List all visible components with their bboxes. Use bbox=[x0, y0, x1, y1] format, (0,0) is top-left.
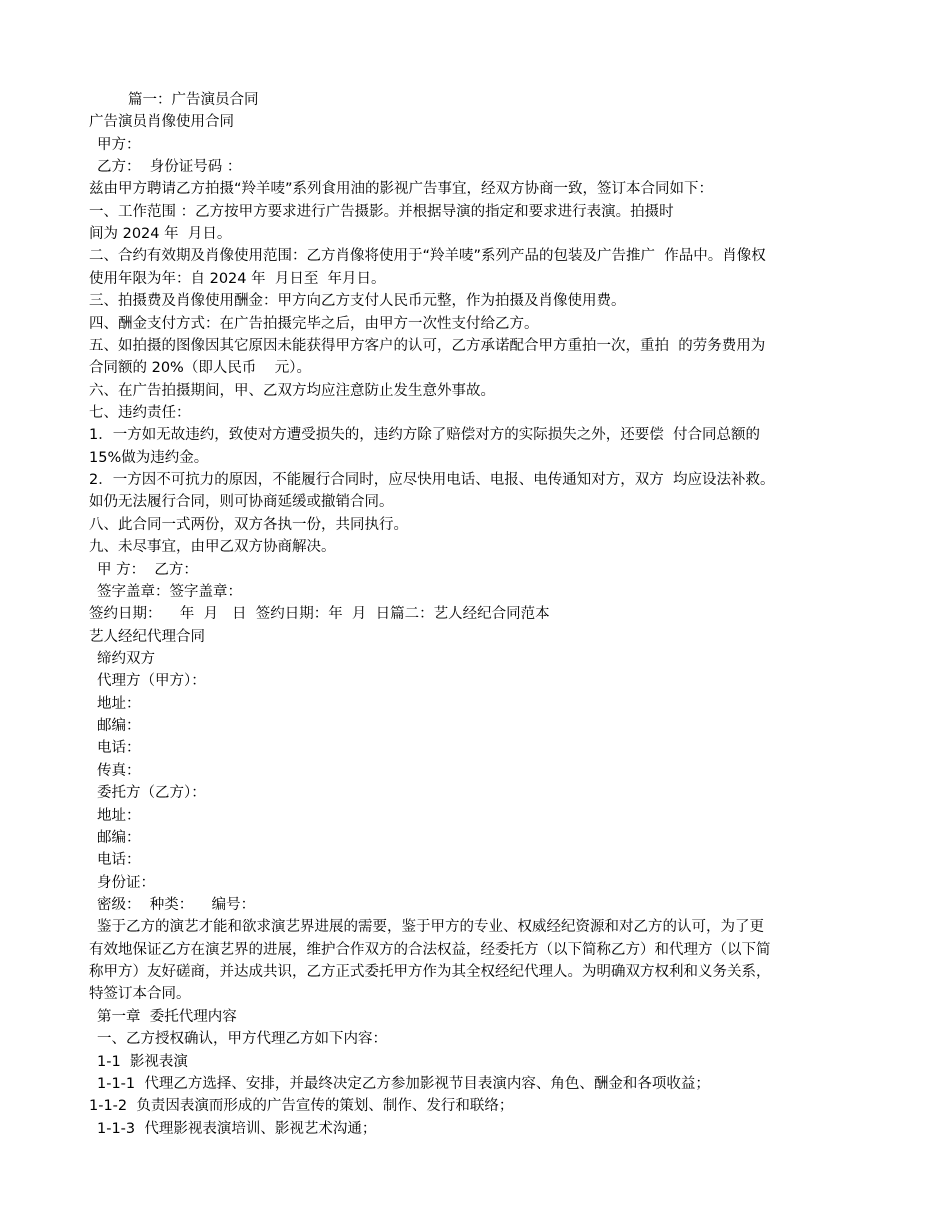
agent-postcode: 邮编： bbox=[97, 718, 141, 734]
item-1-1-3: 1-1-3 代理影视表演培训、影视艺术沟通； bbox=[97, 1121, 377, 1137]
recital: 鉴于乙方的演艺才能和欲求演艺界进展的需要，鉴于甲方的专业、权威经纪资源和对乙方的认可，为了更 bbox=[97, 919, 764, 935]
clause-9: 九、未尽事宜，由甲乙双方协商解决。 bbox=[89, 539, 336, 555]
principal-postcode: 邮编： bbox=[97, 830, 141, 846]
item-1-1-1: 1-1-1 代理乙方选择、安排，并最终决定乙方参加影视节目表演内容、角色、酬金和各项收益； bbox=[97, 1076, 710, 1092]
classification-line: 密级： 种类： 编号： bbox=[97, 897, 256, 913]
party-a-line: 甲方： bbox=[97, 137, 141, 153]
clause-5-cont: 合同额的 20%（即人民币 元）。 bbox=[89, 360, 312, 376]
clause-1: 一、工作范围 ：乙方按甲方要求进行广告摄影。并根据导演的指定和要求进行表演。拍摄时 bbox=[89, 204, 674, 220]
recital-cont-2: 称甲方）友好磋商，并达成共识，乙方正式委托甲方作为其全权经纪代理人。为明确双方权利和义务关系， bbox=[89, 964, 771, 980]
party-b-line: 乙方： 身份证号码 ： bbox=[97, 159, 242, 175]
item-1-1-2: 1-1-2 负责因表演而形成的广告宣传的策划、制作、发行和联络； bbox=[89, 1098, 514, 1114]
clause-7-item-2-cont: 如仍无法履行合同，则可协商延缓或撤销合同。 bbox=[89, 494, 394, 510]
agent-party: 代理方（甲方）： bbox=[97, 673, 206, 689]
clause-7-item-1-cont: 15%做为违约金。 bbox=[89, 450, 209, 466]
clause-7-item-1: 1．一方如无故违约，致使对方遭受损失的，违约方除了赔偿对方的实际损失之外，还要偿 付合同总额的 bbox=[89, 427, 760, 443]
clause-8: 八、此合同一式两份，双方各执一份，共同执行。 bbox=[89, 517, 408, 533]
clause-4: 四、酬金支付方式：在广告拍摄完毕之后，由甲方一次性支付给乙方。 bbox=[89, 316, 539, 332]
chapter-1-heading: 第一章 委托代理内容 bbox=[97, 1009, 237, 1025]
agent-fax: 传真： bbox=[97, 763, 141, 779]
contract-title-1: 广告演员肖像使用合同 bbox=[89, 114, 234, 130]
clause-2-cont: 使用年限为年：自 2024 年 月日至 年月日。 bbox=[89, 271, 386, 287]
clause-3: 三、拍摄费及肖像使用酬金：甲方向乙方支付人民币元整，作为拍摄及肖像使用费。 bbox=[89, 293, 626, 309]
principal-address: 地址： bbox=[97, 808, 141, 824]
principal-phone: 电话： bbox=[97, 852, 141, 868]
principal-party: 委托方（乙方）： bbox=[97, 785, 206, 801]
principal-id: 身份证： bbox=[97, 875, 155, 891]
clause-6: 六、在广告拍摄期间，甲、乙双方均应注意防止发生意外事故。 bbox=[89, 383, 495, 399]
recital-cont-1: 有效地保证乙方在演艺界的进展，维护合作双方的合法权益，经委托方（以下简称乙方）和代理方（以下简 bbox=[89, 942, 771, 958]
signature-parties: 甲 方： 乙方： bbox=[97, 562, 198, 578]
clause-7: 七、违约责任： bbox=[89, 405, 191, 421]
signature-stamp: 签字盖章：签字盖章： bbox=[97, 584, 242, 600]
agent-phone: 电话： bbox=[97, 740, 141, 756]
parties-heading: 缔约双方 bbox=[97, 651, 155, 667]
recital-cont-3: 特签订本合同。 bbox=[89, 986, 191, 1002]
clause-1-cont: 间为 2024 年 月日。 bbox=[89, 226, 232, 242]
contract-title-2: 艺人经纪代理合同 bbox=[89, 629, 205, 645]
agent-address: 地址： bbox=[97, 696, 141, 712]
item-1-1: 1-1 影视表演 bbox=[97, 1054, 188, 1070]
clause-5: 五、如拍摄的图像因其它原因未能获得甲方客户的认可，乙方承诺配合甲方重拍一次，重拍 的劳务费用为 bbox=[89, 338, 766, 354]
authorization-line: 一、乙方授权确认，甲方代理乙方如下内容： bbox=[97, 1031, 387, 1047]
preamble: 兹由甲方聘请乙方拍摄“羚羊唛”系列食用油的影视广告事宜，经双方协商一致，签订本合同如下： bbox=[89, 181, 714, 197]
signing-date-and-heading-2: 签约日期： 年 月 日 签约日期：年 月 日篇二：艺人经纪合同范本 bbox=[89, 606, 550, 622]
clause-2: 二、合约有效期及肖像使用范围：乙方肖像将使用于“羚羊唛”系列产品的包装及广告推广 作品中。肖像权 bbox=[89, 248, 766, 264]
clause-7-item-2: 2．一方因不可抗力的原因，不能履行合同时，应尽快用电话、电报、电传通知对方，双方 均应设法补救。 bbox=[89, 472, 775, 488]
section-heading-1: 篇一：广告演员合同 bbox=[128, 92, 259, 108]
